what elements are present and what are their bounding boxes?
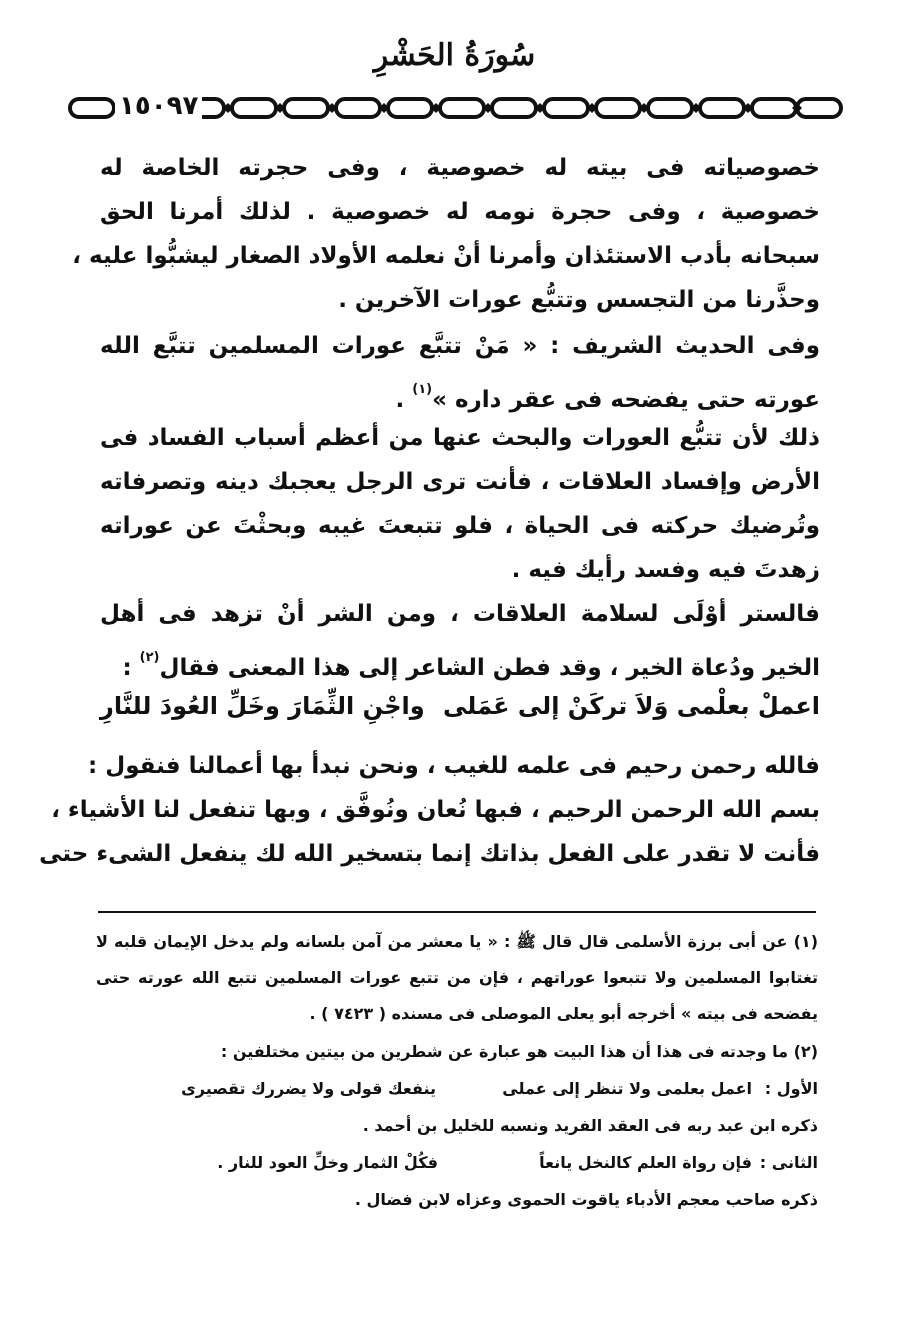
- text-line: خصوصياته فى بيته له خصوصية ، وفى حجرته الخاصة له: [100, 155, 820, 181]
- text-line: [100, 368, 820, 412]
- text-line: سبحانه بأدب الاستئذان وأمرنا أنْ نعلمه الأولاد الصغار ليشبُّوا عليه ،: [72, 243, 820, 269]
- footnote-line: (٢) ما وجدته فى هذا أن هذا البيت هو عبارة عن شطرين من بيتين مختلفين :: [220, 1042, 818, 1061]
- first-verse-b: ينفعك قولى ولا يضررك تقصيرى: [181, 1079, 436, 1098]
- text-line: وتُرضيك حركته فى الحياة ، فلو تتبعتَ غيبه وبحثْتَ عن عوراته: [100, 513, 820, 539]
- text-line: فالستر أوْلَى لسلامة العلاقات ، ومن الشر أنْ تزهد فى أهل: [100, 601, 820, 627]
- footnote-line: ذكره صاحب معجم الأدباء ياقوت الحموى وعزاه لابن فضال .: [354, 1190, 818, 1209]
- paragraph-3: [100, 416, 820, 592]
- footnote-ref-1: (١): [412, 382, 433, 397]
- end-dot: .: [395, 387, 405, 413]
- text-span: عورته حتى يفضحه فى عقر داره »: [432, 387, 820, 413]
- paragraph-2: [100, 324, 820, 412]
- footnote-verse-second: [96, 1144, 818, 1182]
- text-line: ذلك لأن تتبُّع العورات والبحث عنها من أعظم أسباب الفساد فى: [100, 425, 820, 451]
- footnote-separator: [98, 911, 816, 913]
- text-line: وحذَّرنا من التجسس وتتبُّع عورات الآخرين .: [338, 287, 820, 313]
- second-verse-b: فكُلْ الثمار وخلِّ العود للنار .: [217, 1153, 438, 1172]
- footnote-2: [96, 1034, 818, 1218]
- text-line: خصوصية ، وفى حجرة نومه له خصوصية . لذلك أمرنا الحق: [100, 199, 820, 225]
- footnote-1: [96, 924, 818, 1032]
- footnote-verse-first: [96, 1070, 818, 1108]
- colon: :: [122, 655, 132, 681]
- second-verse-a: فإن رواة العلم كالنخل يانعاً: [539, 1153, 752, 1172]
- footnote-line: (١) عن أبى برزة الأسلمى قال قال ﷺ : « يا معشر من آمن بلسانه ولم يدخل الإيمان قلبه لا: [96, 932, 818, 951]
- text-line: بسم الله الرحمن الرحيم ، فبها نُعان ونُوفَّق ، وبها تنفعل لنا الأشياء ،: [51, 797, 820, 823]
- paragraph-1: [72, 146, 820, 322]
- text-line: [100, 636, 820, 680]
- text-line: وفى الحديث الشريف : « مَنْ تتبَّع عورات المسلمين تتبَّع الله: [100, 333, 820, 359]
- text-line: الأرض وإفساد العلاقات ، فأنت ترى الرجل يعجبك دينه وتصرفاته: [100, 469, 820, 495]
- footnote-line: يفضحه فى بيته » أخرجه أبو يعلى الموصلى فى مسنده ( ٧٤٢٣ ) .: [309, 1004, 818, 1023]
- paragraph-5: [39, 744, 820, 876]
- text-line: زهدتَ فيه وفسد رأيك فيه .: [511, 557, 820, 583]
- verse-hemistich-2: واجْنِ الثِّمَارَ وخَلِّ العُودَ للنَّارِ: [100, 692, 425, 720]
- text-line: فالله رحمن رحيم فى علمه للغيب ، ونحن نبدأ بها أعمالنا فنقول :: [88, 753, 820, 779]
- text-span: الخير ودُعاة الخير ، وقد فطن الشاعر إلى هذا المعنى فقال: [159, 655, 820, 681]
- text-line: فأنت لا تقدر على الفعل بذاتك إنما بتسخير الله لك ينفعل الشىء حتى: [39, 841, 820, 867]
- footnote-line: تغتابوا المسلمين ولا تتبعوا عوراتهم ، فإن من تتبع عورات المسلمين تتبع الله عورته حتى: [96, 968, 818, 987]
- page-number: ١٥٠٩٧: [115, 91, 202, 121]
- footnote-ref-2: (٢): [139, 650, 160, 665]
- first-verse-a: اعمل بعلمى ولا تنظر إلى عملى: [502, 1079, 752, 1098]
- surah-title: سُورَةُ الحَشْرِ: [373, 38, 536, 73]
- second-label: الثانى :: [759, 1153, 818, 1172]
- verse-hemistich-1: اعملْ بعلْمى وَلاَ تركَنْ إلى عَمَلى: [442, 692, 820, 720]
- paragraph-4: [100, 592, 820, 680]
- footnote-line: ذكره ابن عبد ربه فى العقد الفريد ونسبه للخليل بن أحمد .: [362, 1116, 818, 1135]
- first-label: الأول :: [764, 1079, 818, 1098]
- poetry-verse: [100, 682, 820, 730]
